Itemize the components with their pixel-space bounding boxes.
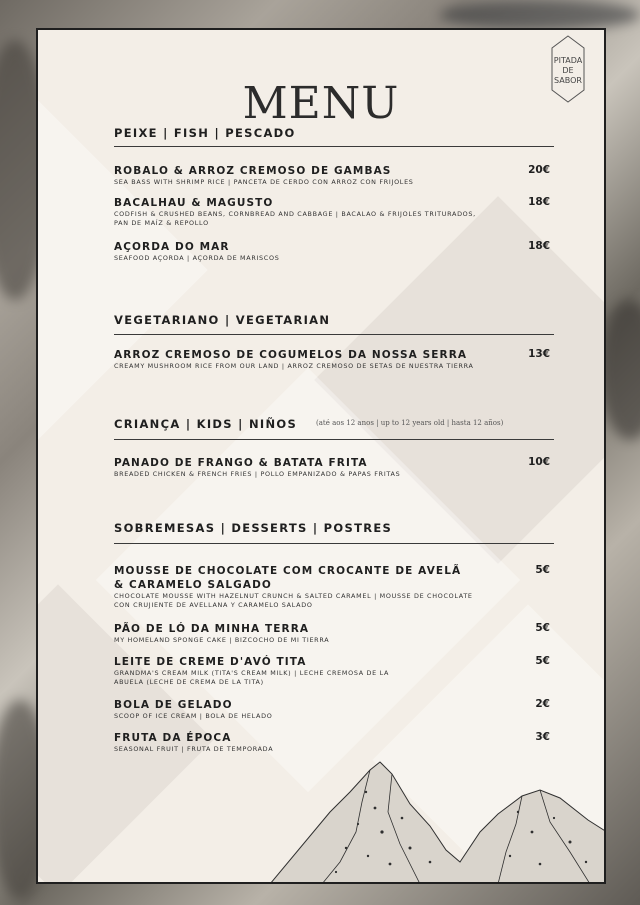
item-price: 18€ [528, 196, 550, 208]
item-price: 5€ [535, 655, 550, 667]
item-description: SEAFOOD AÇORDA | AÇORDA DE MARISCOS [114, 254, 280, 262]
section-title-vegetarian: VEGETARIANO | VEGETARIAN [114, 313, 331, 327]
item-description: CODFISH & CRUSHED BEANS, CORNBREAD AND CABBAGE | BACALAO & FRIJOLES TRITURADOS, PAN DE MAÍZ & REPOLLO [114, 210, 476, 227]
item-description: BREADED CHICKEN & FRENCH FRIES | POLLO EMPANIZADO & PAPAS FRITAS [114, 470, 401, 478]
item-price: 2€ [535, 698, 550, 710]
item-name: MOUSSE DE CHOCOLATE COM CROCANTE DE AVELÃ & CARAMELO SALGADO [114, 565, 462, 591]
logo-line-3: SABOR [554, 76, 582, 85]
item-name: ROBALO & ARROZ CREMOSO DE GAMBAS [114, 165, 392, 177]
item-name: PANADO DE FRANGO & BATATA FRITA [114, 457, 368, 469]
section-title-fish: PEIXE | FISH | PESCADO [114, 126, 296, 140]
background-blot [440, 0, 640, 30]
item-name: AÇORDA DO MAR [114, 241, 230, 253]
item-description: GRANDMA'S CREAM MILK (TITA'S CREAM MILK) | LECHE CREMOSA DE LA ABUELA (LECHE DE CREMA DE LA TITA) [114, 669, 390, 686]
logo-line-1: PITADA [553, 56, 583, 65]
menu-item [114, 196, 554, 228]
item-price: 20€ [528, 164, 550, 176]
section-title-desserts: SOBREMESAS | DESSERTS | POSTRES [114, 521, 393, 535]
item-price: 5€ [535, 622, 550, 634]
section-note-age: (até aos 12 anos | up to 12 years old | hasta 12 años) [316, 419, 504, 427]
menu-item [114, 240, 554, 263]
logo [548, 34, 588, 104]
background-blot [600, 300, 640, 440]
item-price: 5€ [535, 564, 550, 576]
menu-item [114, 564, 554, 610]
menu-item [114, 456, 554, 479]
page-title: MENU [242, 78, 400, 129]
item-description: CHOCOLATE MOUSSE WITH HAZELNUT CRUNCH & SALTED CARAMEL | MOUSSE DE CHOCOLATE CON CRUJIENTE DE AVELLANA Y CARAMELO SALADO [114, 592, 473, 609]
item-name: FRUTA DA ÉPOCA [114, 732, 232, 744]
section-divider [114, 543, 554, 544]
menu-item [114, 698, 554, 721]
item-price: 3€ [535, 731, 550, 743]
item-name: ARROZ CREMOSO DE COGUMELOS DA NOSSA SERRA [114, 349, 468, 361]
logo-line-2: DE [562, 66, 574, 75]
section-divider [114, 334, 554, 335]
menu-item [114, 622, 554, 645]
item-description: CREAMY MUSHROOM RICE FROM OUR LAND | ARROZ CREMOSO DE SETAS DE NUESTRA TIERRA [114, 362, 474, 370]
menu-item [114, 164, 554, 187]
item-name: PÃO DE LÓ DA MINHA TERRA [114, 623, 310, 635]
section-title-kids: CRIANÇA | KIDS | NIÑOS [114, 417, 298, 431]
item-price: 13€ [528, 348, 550, 360]
menu-item [114, 655, 554, 687]
item-description: MY HOMELAND SPONGE CAKE | BIZCOCHO DE MI TIERRA [114, 636, 330, 644]
menu-item [114, 731, 554, 754]
item-name: LEITE DE CREME D'AVÓ TITA [114, 656, 307, 668]
item-name: BOLA DE GELADO [114, 699, 233, 711]
section-divider [114, 146, 554, 147]
section-divider [114, 439, 554, 440]
item-description: SEASONAL FRUIT | FRUTA DE TEMPORADA [114, 745, 274, 753]
menu-page [36, 28, 606, 884]
item-description: SCOOP OF ICE CREAM | BOLA DE HELADO [114, 712, 273, 720]
decorative-facet [36, 100, 208, 439]
menu-item [114, 348, 554, 371]
mountains-illustration [270, 752, 606, 884]
item-price: 10€ [528, 456, 550, 468]
item-price: 18€ [528, 240, 550, 252]
item-name: BACALHAU & MAGUSTO [114, 197, 274, 209]
item-description: SEA BASS WITH SHRIMP RICE | PANCETA DE CERDO CON ARROZ CON FRIJOLES [114, 178, 414, 186]
